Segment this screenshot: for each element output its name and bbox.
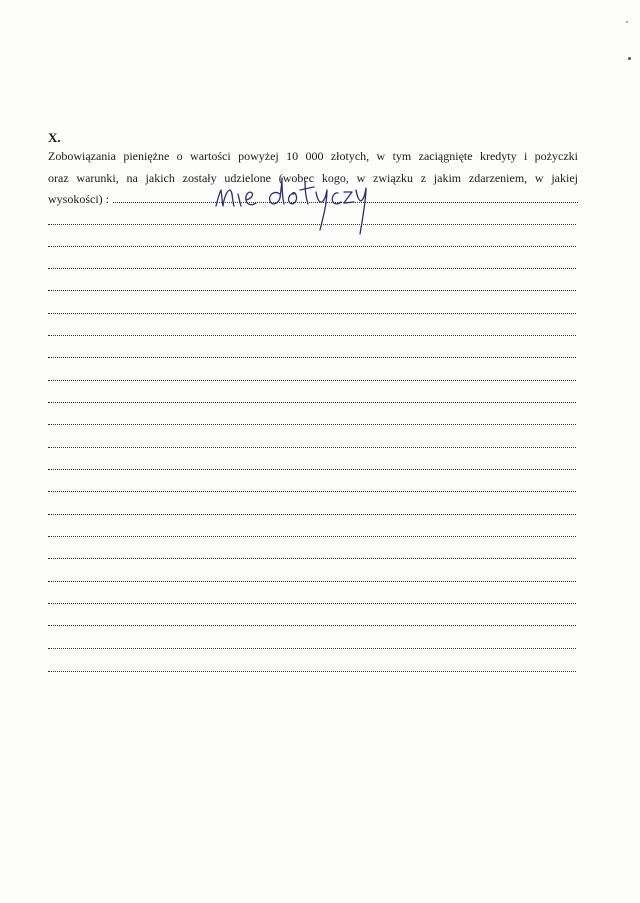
question-text-line-1: Zobowiązania pieniężne o wartości powyżej 10 000 złotych, w tym zaciągnięte kredyty i pożyczki bbox=[48, 149, 578, 163]
blank-dotted-line bbox=[48, 558, 576, 559]
blank-dotted-line bbox=[48, 290, 576, 291]
blank-dotted-line bbox=[48, 357, 576, 358]
blank-dotted-line bbox=[48, 581, 576, 582]
blank-dotted-line bbox=[48, 491, 576, 492]
blank-dotted-line bbox=[48, 424, 576, 425]
scan-dot bbox=[626, 21, 628, 23]
blank-dotted-line bbox=[48, 671, 576, 672]
question-text-line-2: oraz warunki, na jakich zostały udzielone (wobec kogo, w związku z jakim zdarzeniem, w jakiej bbox=[48, 171, 578, 185]
blank-dotted-line bbox=[48, 268, 576, 269]
blank-dotted-line bbox=[48, 447, 576, 448]
scan-dot bbox=[628, 57, 631, 60]
blank-dotted-line bbox=[48, 536, 576, 537]
blank-dotted-line bbox=[48, 648, 576, 649]
blank-dotted-line bbox=[48, 335, 576, 336]
blank-dotted-line bbox=[48, 625, 576, 626]
blank-dotted-line bbox=[48, 313, 576, 314]
blank-dotted-line bbox=[48, 514, 576, 515]
section-number: X. bbox=[48, 130, 61, 145]
question-text-line-3-label: wysokości) : bbox=[48, 192, 109, 206]
blank-dotted-line bbox=[48, 402, 576, 403]
blank-dotted-line bbox=[48, 380, 576, 381]
handwritten-answer-image bbox=[210, 168, 370, 240]
blank-dotted-line bbox=[48, 224, 576, 225]
blank-dotted-line bbox=[48, 469, 576, 470]
blank-dotted-line bbox=[48, 246, 576, 247]
blank-dotted-line bbox=[48, 603, 576, 604]
